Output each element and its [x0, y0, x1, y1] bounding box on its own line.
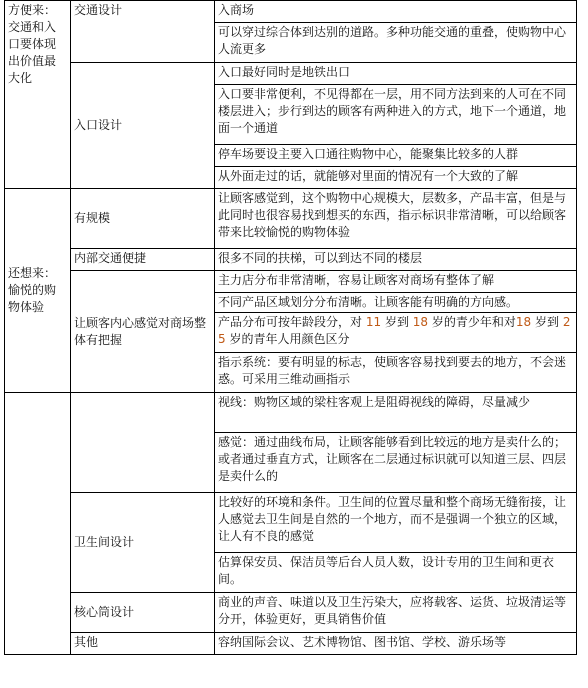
subcategory-cell: 核心筒设计	[71, 593, 215, 633]
item-cell: 很多不同的扶梯，可以到达不同的楼层	[215, 249, 577, 271]
item-cell: 比较好的环境和条件。卫生间的位置尽量和整个商场无缝衔接，让人感觉去卫生间是自然的一个地方，而不是强调一个独立的区域，让人有不良的感觉	[215, 493, 577, 553]
item-cell: 估算保安员、保洁员等后台人员人数，设计专用的卫生间和更衣间。	[215, 553, 577, 593]
subcategory-cell: 让顾客内心感觉对商场整体有把握	[71, 271, 215, 393]
item-cell: 停车场要设主要入口通往购物中心，能聚集比较多的人群	[215, 145, 577, 167]
subcategory-cell-empty	[71, 393, 215, 493]
item-cell-age-groups	[215, 313, 577, 353]
item-cell: 让顾客感觉到，这个购物中心规模大，层数多，产品丰富，但是与此同时也很容易找到想买的东西，指示标识非常清晰，可以给顾客带来比较愉悦的购物体验	[215, 189, 577, 249]
item-cell: 从外面走过的话，就能够对里面的情况有一个大致的了解	[215, 167, 577, 189]
document-table	[4, 0, 577, 655]
item-cell: 视线：购物区域的梁柱客观上是阻碍视线的障碍，尽量减少	[215, 393, 577, 433]
item-cell: 可以穿过综合体到达别的道路。多种功能交通的重叠，使购物中心人流更多	[215, 23, 577, 63]
item-cell: 入口要非常便利，不见得都在一层，用不同方法到来的人可在不同楼层进入；步行到达的顾客有两种进入的方式，地下一个通道，地面一个通道	[215, 85, 577, 145]
item-cell: 入口最好同时是地铁出口	[215, 63, 577, 85]
subcategory-cell: 入口设计	[71, 63, 215, 189]
subcategory-cell: 交通设计	[71, 1, 215, 63]
age-number: 18	[412, 315, 429, 329]
category-cell: 还想来：愉悦的购物体验	[5, 189, 71, 393]
item-cell: 主力店分布非常清晰，容易让顾客对商场有整体了解	[215, 271, 577, 293]
subcategory-cell: 内部交通便捷	[71, 249, 215, 271]
age-text: 岁到	[535, 315, 560, 329]
subcategory-cell: 卫生间设计	[71, 493, 215, 593]
age-number: 11	[365, 315, 382, 329]
age-text: 岁的青年人用颜色区分	[229, 332, 350, 346]
item-cell: 容纳国际会议、艺术博物馆、图书馆、学校、游乐场等	[215, 633, 577, 655]
age-text: 岁到	[384, 315, 409, 329]
subcategory-cell: 有规模	[71, 189, 215, 249]
age-number: 18	[515, 315, 532, 329]
category-cell: 方便来：交通和入口要体现出价值最大化	[5, 1, 71, 189]
item-cell: 商业的声音、味道以及卫生污染大，应将载客、运货、垃圾清运等分开，体验更好，更具销售价值	[215, 593, 577, 633]
age-text: 产品分布可按年龄段分，对	[218, 315, 363, 329]
category-cell-empty	[5, 393, 71, 655]
age-text: 岁的青少年和对	[431, 315, 516, 329]
item-cell: 指示系统：要有明显的标志，使顾客容易找到要去的地方，不会迷惑。可采用三维动画指示	[215, 353, 577, 393]
age-number: 25	[218, 315, 571, 346]
subcategory-cell: 其他	[71, 633, 215, 655]
item-cell: 感觉：通过曲线布局，让顾客能够看到比较远的地方是卖什么的；或者通过垂直方式，让顾客在二层通过标识就可以知道三层、四层是卖什么的	[215, 433, 577, 493]
item-cell: 入商场	[215, 1, 577, 23]
item-cell: 不同产品区域划分分布清晰。让顾客能有明确的方向感。	[215, 293, 577, 313]
